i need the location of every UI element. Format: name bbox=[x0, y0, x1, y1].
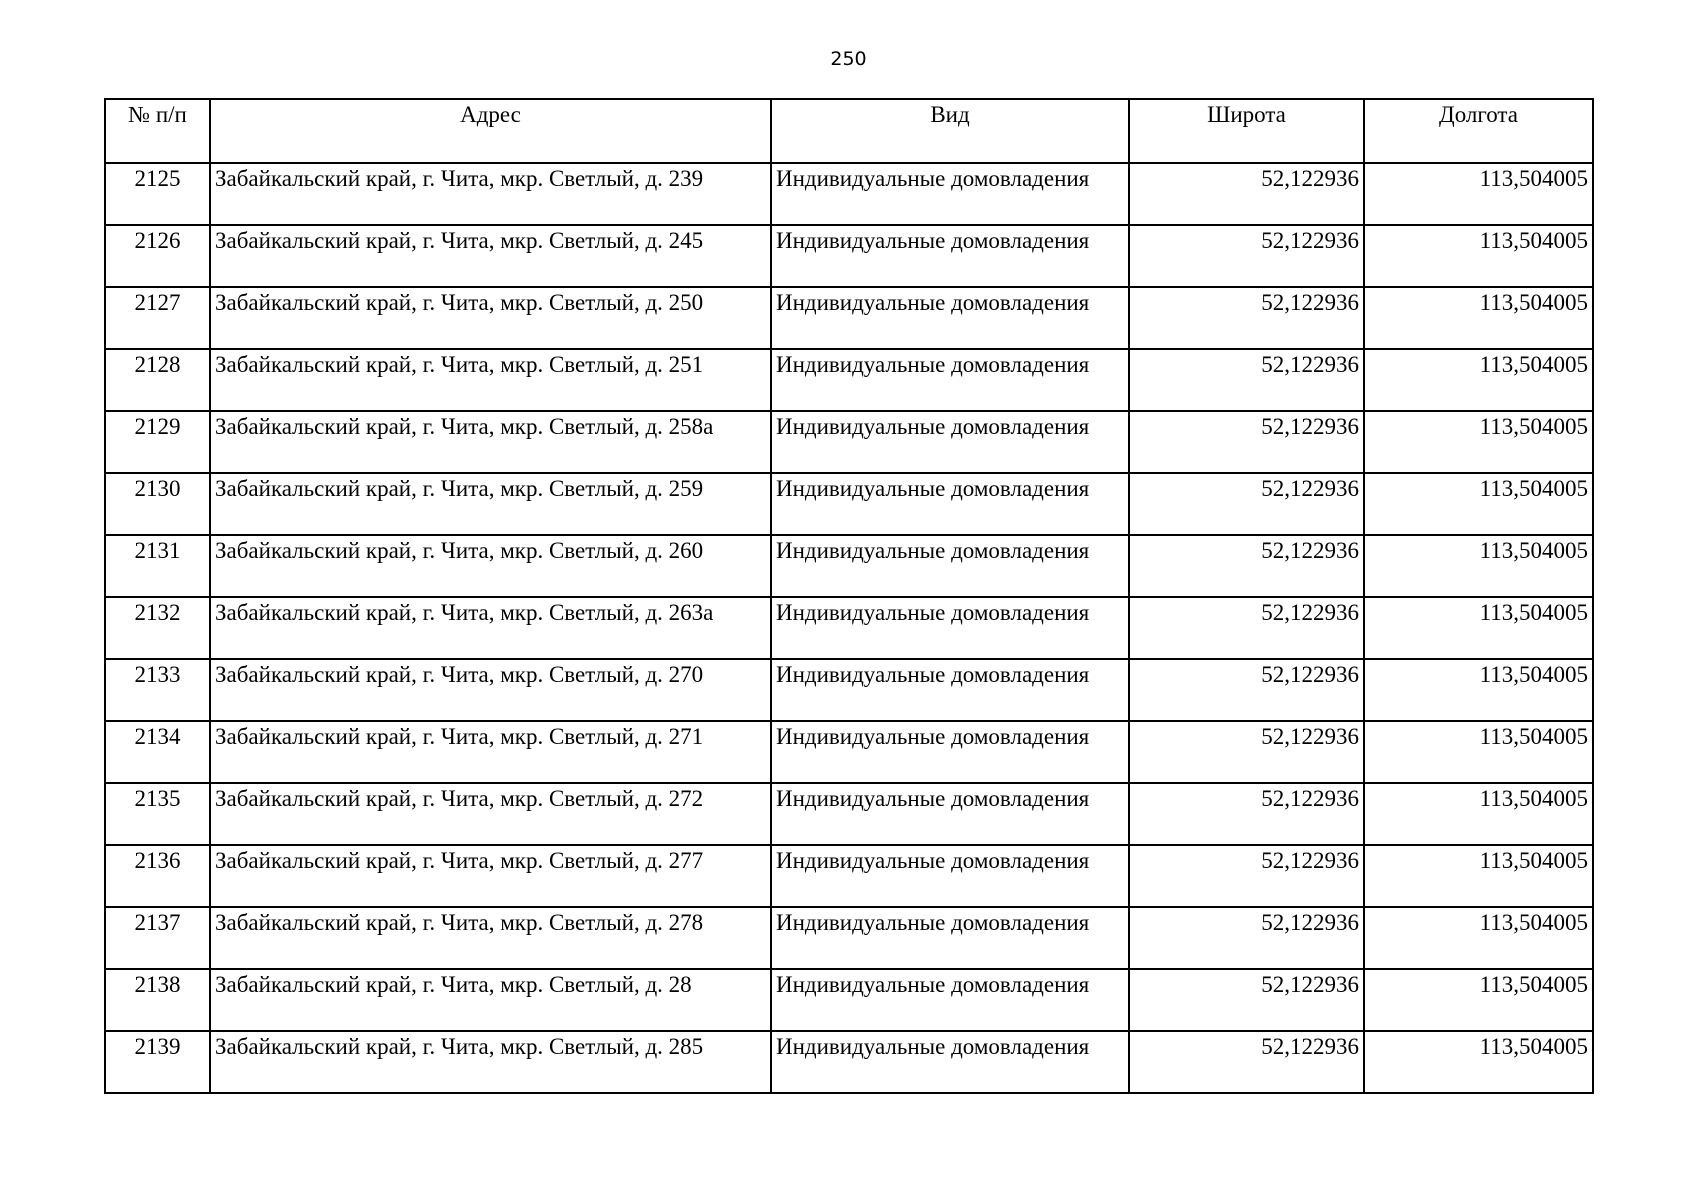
cell-type: Индивидуальные домовладения bbox=[771, 287, 1129, 349]
cell-type: Индивидуальные домовладения bbox=[771, 411, 1129, 473]
cell-latitude: 52,122936 bbox=[1129, 1031, 1364, 1093]
cell-latitude: 52,122936 bbox=[1129, 349, 1364, 411]
table-row bbox=[105, 783, 1593, 845]
table-row bbox=[105, 163, 1593, 225]
table-row bbox=[105, 845, 1593, 907]
cell-num: 2137 bbox=[105, 907, 210, 969]
table-row bbox=[105, 907, 1593, 969]
cell-address: Забайкальский край, г. Чита, мкр. Светлый, д. 28 bbox=[210, 969, 771, 1031]
cell-num: 2139 bbox=[105, 1031, 210, 1093]
table-row bbox=[105, 659, 1593, 721]
cell-latitude: 52,122936 bbox=[1129, 287, 1364, 349]
table-row bbox=[105, 597, 1593, 659]
cell-longitude: 113,504005 bbox=[1364, 1031, 1593, 1093]
cell-latitude: 52,122936 bbox=[1129, 659, 1364, 721]
cell-type: Индивидуальные домовладения bbox=[771, 845, 1129, 907]
cell-latitude: 52,122936 bbox=[1129, 411, 1364, 473]
header-address: Адрес bbox=[210, 99, 771, 163]
cell-longitude: 113,504005 bbox=[1364, 473, 1593, 535]
cell-latitude: 52,122936 bbox=[1129, 783, 1364, 845]
table-row bbox=[105, 1031, 1593, 1093]
table-body bbox=[105, 163, 1593, 1093]
cell-num: 2136 bbox=[105, 845, 210, 907]
cell-num: 2135 bbox=[105, 783, 210, 845]
cell-address: Забайкальский край, г. Чита, мкр. Светлый, д. 239 bbox=[210, 163, 771, 225]
cell-type: Индивидуальные домовладения bbox=[771, 659, 1129, 721]
cell-num: 2133 bbox=[105, 659, 210, 721]
cell-num: 2131 bbox=[105, 535, 210, 597]
cell-address: Забайкальский край, г. Чита, мкр. Светлый, д. 245 bbox=[210, 225, 771, 287]
cell-num: 2130 bbox=[105, 473, 210, 535]
cell-address: Забайкальский край, г. Чита, мкр. Светлый, д. 259 bbox=[210, 473, 771, 535]
cell-longitude: 113,504005 bbox=[1364, 783, 1593, 845]
table-row bbox=[105, 287, 1593, 349]
addresses-table bbox=[104, 98, 1594, 1094]
cell-longitude: 113,504005 bbox=[1364, 411, 1593, 473]
table-row bbox=[105, 225, 1593, 287]
cell-type: Индивидуальные домовладения bbox=[771, 349, 1129, 411]
cell-address: Забайкальский край, г. Чита, мкр. Светлый, д. 271 bbox=[210, 721, 771, 783]
cell-num: 2138 bbox=[105, 969, 210, 1031]
cell-latitude: 52,122936 bbox=[1129, 907, 1364, 969]
cell-longitude: 113,504005 bbox=[1364, 969, 1593, 1031]
cell-address: Забайкальский край, г. Чита, мкр. Светлый, д. 285 bbox=[210, 1031, 771, 1093]
cell-address: Забайкальский край, г. Чита, мкр. Светлый, д. 250 bbox=[210, 287, 771, 349]
header-num: № п/п bbox=[105, 99, 210, 163]
header-latitude: Широта bbox=[1129, 99, 1364, 163]
cell-longitude: 113,504005 bbox=[1364, 349, 1593, 411]
table-row bbox=[105, 535, 1593, 597]
cell-latitude: 52,122936 bbox=[1129, 597, 1364, 659]
cell-num: 2126 bbox=[105, 225, 210, 287]
cell-type: Индивидуальные домовладения bbox=[771, 1031, 1129, 1093]
cell-address: Забайкальский край, г. Чита, мкр. Светлый, д. 278 bbox=[210, 907, 771, 969]
cell-num: 2125 bbox=[105, 163, 210, 225]
cell-num: 2132 bbox=[105, 597, 210, 659]
cell-latitude: 52,122936 bbox=[1129, 535, 1364, 597]
table-row bbox=[105, 969, 1593, 1031]
cell-type: Индивидуальные домовладения bbox=[771, 907, 1129, 969]
cell-num: 2129 bbox=[105, 411, 210, 473]
header-type: Вид bbox=[771, 99, 1129, 163]
cell-latitude: 52,122936 bbox=[1129, 969, 1364, 1031]
cell-type: Индивидуальные домовладения bbox=[771, 783, 1129, 845]
cell-address: Забайкальский край, г. Чита, мкр. Светлый, д. 260 bbox=[210, 535, 771, 597]
table-header-row bbox=[105, 99, 1593, 163]
cell-latitude: 52,122936 bbox=[1129, 845, 1364, 907]
cell-latitude: 52,122936 bbox=[1129, 163, 1364, 225]
cell-longitude: 113,504005 bbox=[1364, 225, 1593, 287]
cell-type: Индивидуальные домовладения bbox=[771, 473, 1129, 535]
cell-longitude: 113,504005 bbox=[1364, 163, 1593, 225]
cell-type: Индивидуальные домовладения bbox=[771, 535, 1129, 597]
cell-num: 2128 bbox=[105, 349, 210, 411]
cell-num: 2127 bbox=[105, 287, 210, 349]
table-row bbox=[105, 721, 1593, 783]
cell-longitude: 113,504005 bbox=[1364, 845, 1593, 907]
cell-type: Индивидуальные домовладения bbox=[771, 721, 1129, 783]
cell-longitude: 113,504005 bbox=[1364, 597, 1593, 659]
table-row bbox=[105, 349, 1593, 411]
cell-address: Забайкальский край, г. Чита, мкр. Светлый, д. 263а bbox=[210, 597, 771, 659]
cell-longitude: 113,504005 bbox=[1364, 907, 1593, 969]
cell-address: Забайкальский край, г. Чита, мкр. Светлый, д. 251 bbox=[210, 349, 771, 411]
cell-latitude: 52,122936 bbox=[1129, 473, 1364, 535]
cell-address: Забайкальский край, г. Чита, мкр. Светлый, д. 258а bbox=[210, 411, 771, 473]
header-longitude: Долгота bbox=[1364, 99, 1593, 163]
cell-latitude: 52,122936 bbox=[1129, 721, 1364, 783]
cell-longitude: 113,504005 bbox=[1364, 721, 1593, 783]
table-row bbox=[105, 473, 1593, 535]
table-row bbox=[105, 411, 1593, 473]
page-number: 250 bbox=[830, 48, 867, 70]
cell-address: Забайкальский край, г. Чита, мкр. Светлый, д. 277 bbox=[210, 845, 771, 907]
cell-longitude: 113,504005 bbox=[1364, 659, 1593, 721]
cell-longitude: 113,504005 bbox=[1364, 535, 1593, 597]
cell-latitude: 52,122936 bbox=[1129, 225, 1364, 287]
cell-type: Индивидуальные домовладения bbox=[771, 225, 1129, 287]
cell-num: 2134 bbox=[105, 721, 210, 783]
cell-address: Забайкальский край, г. Чита, мкр. Светлый, д. 270 bbox=[210, 659, 771, 721]
cell-address: Забайкальский край, г. Чита, мкр. Светлый, д. 272 bbox=[210, 783, 771, 845]
cell-type: Индивидуальные домовладения bbox=[771, 969, 1129, 1031]
cell-longitude: 113,504005 bbox=[1364, 287, 1593, 349]
cell-type: Индивидуальные домовладения bbox=[771, 597, 1129, 659]
cell-type: Индивидуальные домовладения bbox=[771, 163, 1129, 225]
